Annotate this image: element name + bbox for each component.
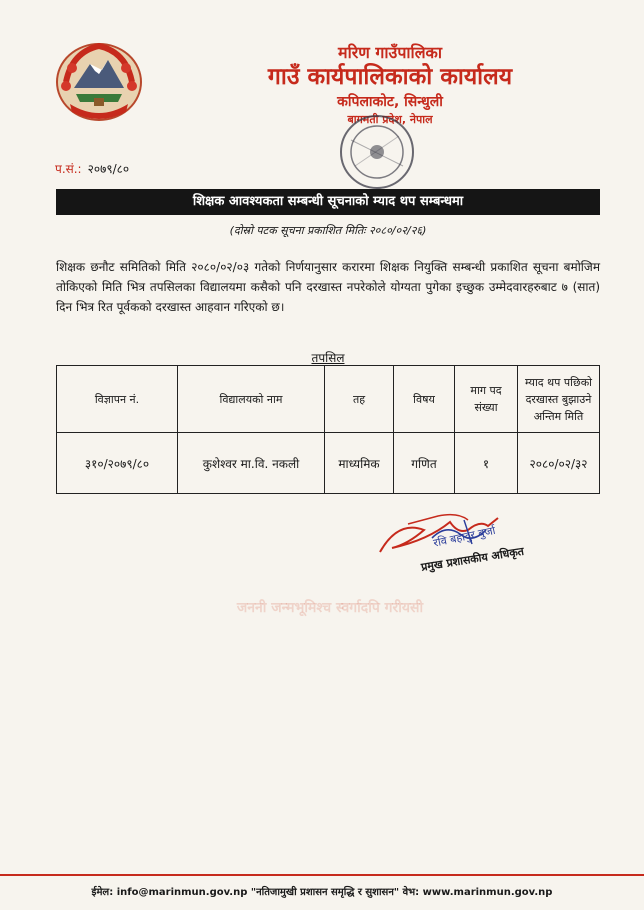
cell-deadline: २०८०/०२/३२ [518, 433, 600, 494]
footer-divider [0, 874, 644, 876]
footer-slogan: "नतिजामुखी प्रशासन समृद्धि र सुशासन" [250, 887, 400, 898]
table-title-text: तपसिल [311, 351, 345, 365]
footer-web: www.marinmun.gov.np [422, 887, 553, 898]
vacancy-table [56, 365, 600, 494]
header-subject: विषय [394, 366, 455, 433]
notice-body: शिक्षक छनौट समितिको मिति २०८०/०२/०३ गतेको निर्णयानुसार करारमा शिक्षक नियुक्ति सम्बन्धी प्रकाशित सूचना बमोजिम तोकिएको मिति भित्र तपसिलका विद्यालयमा कसैको पनि दरखास्त नपरेकोले योग्यता पुगेका इच्छुक उम्मेदवारहरुबाट ७ (सात) दिन भित्र रित पूर्वकको दरखास्त आहवान गरिएको छ। [56, 260, 600, 314]
header-posts-line1: माग पद [470, 384, 502, 397]
table-title [56, 349, 600, 366]
reference-label: प.सं.: [55, 162, 82, 176]
nepal-emblem-icon [52, 38, 146, 124]
reference-number [55, 160, 129, 177]
table-header-row [57, 366, 600, 433]
province-line: बागमती प्रदेश, नेपाल [347, 113, 433, 126]
header-posts [455, 366, 518, 433]
office-location: कपिलाकोट, सिन्धुली [337, 94, 443, 110]
header-ad-no: विज्ञापन नं. [57, 366, 178, 433]
header-deadline [518, 366, 600, 433]
subject-banner: शिक्षक आवश्यकता सम्बन्धी सूचनाको म्याद थप सम्बन्धमा [56, 189, 600, 215]
publication-note: (दोस्रो पटक सूचना प्रकाशित मितिः २०८०/०२/२६) [229, 224, 427, 237]
table-row [57, 433, 600, 494]
cell-school: कुशेश्वर मा.वि. नकली [178, 433, 325, 494]
header-posts-line2: संख्या [474, 401, 498, 414]
header-level: तह [325, 366, 394, 433]
footer-email-label: ईमेल: [91, 887, 114, 898]
municipality-name: मरिण गाउँपालिका [338, 43, 442, 62]
footer-email: info@marinmun.gov.np [116, 887, 248, 898]
cell-ad-no: ३१०/२०७९/८० [57, 433, 178, 494]
header-deadline-line2: दरखास्त बुझाउने [525, 392, 592, 406]
cell-subject: गणित [394, 433, 455, 494]
signatory-title: प्रमुख प्रशासकीय अधिकृत [420, 544, 525, 574]
signatory-name: रवि बहादुर बुर्जा [432, 523, 497, 550]
header-school: विद्यालयको नाम [178, 366, 325, 433]
office-stamp-icon [335, 110, 419, 194]
cell-level: माध्यमिक [325, 433, 394, 494]
office-name: गाउँ कार्यपालिकाको कार्यालय [267, 64, 513, 90]
reference-value: २०७९/८० [87, 162, 130, 176]
header-deadline-line3: अन्तिम मिति [533, 409, 584, 423]
header-deadline-line1: म्याद थप पछिको [524, 375, 593, 389]
footer-web-label: वेभ: [402, 887, 420, 898]
watermark-motto: जननी जन्मभूमिश्च स्वर्गादपि गरीयसी [236, 600, 424, 616]
footer [0, 884, 644, 898]
cell-posts: १ [455, 433, 518, 494]
